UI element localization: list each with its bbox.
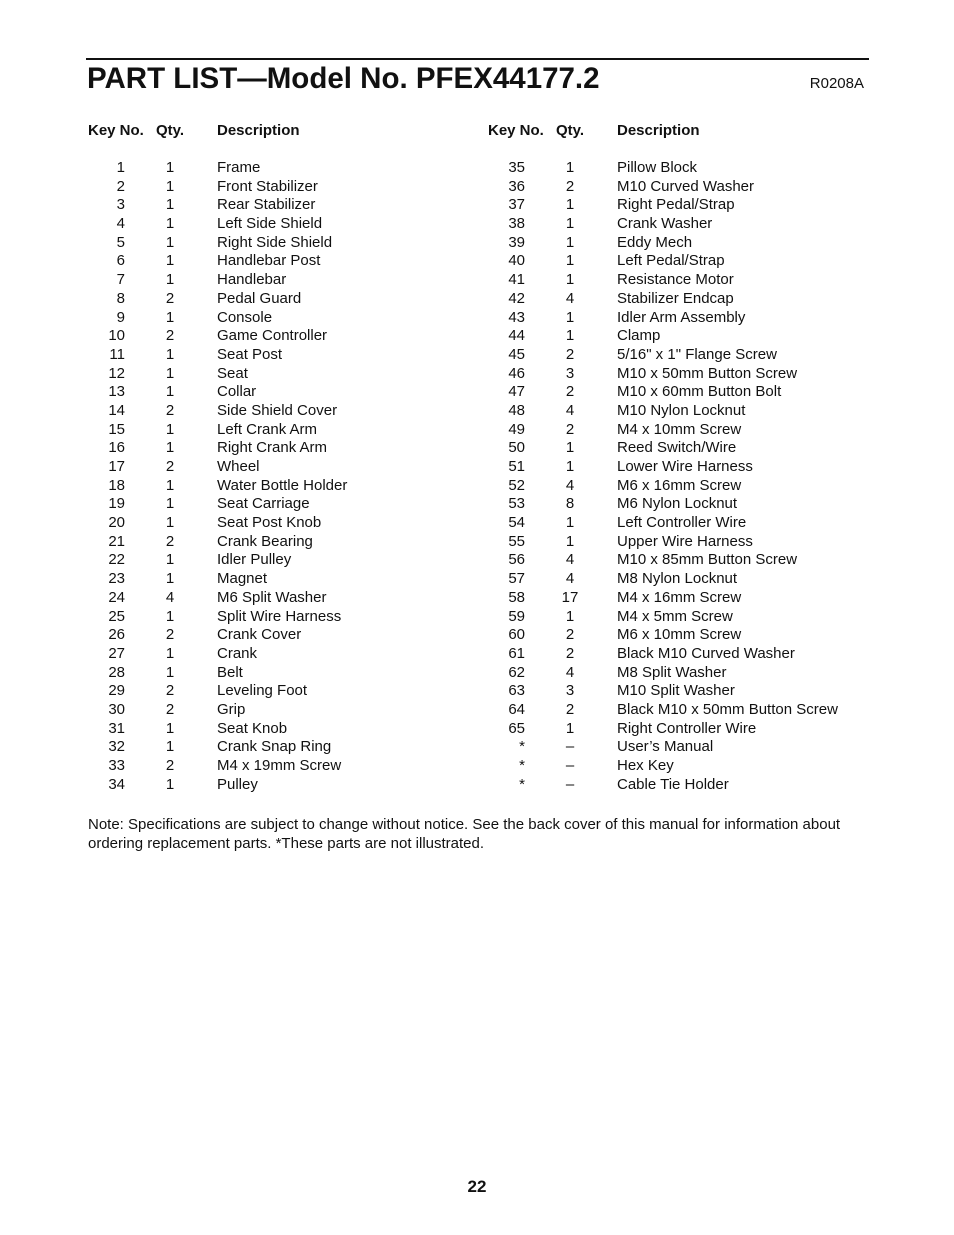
parts-column-left — [80, 121, 460, 794]
table-row — [480, 720, 860, 739]
description: Frame — [217, 159, 261, 176]
key-number: 48 — [508, 401, 525, 419]
table-row — [480, 738, 860, 757]
quantity: 1 — [165, 308, 175, 326]
quantity: 2 — [565, 383, 575, 401]
table-row — [480, 645, 860, 664]
quantity: 2 — [565, 644, 575, 662]
key-number: 51 — [508, 458, 525, 475]
description: Leveling Foot — [217, 682, 308, 700]
table-row — [480, 757, 860, 776]
key-number: 46 — [508, 364, 525, 382]
quantity: 2 — [565, 420, 575, 438]
description: M6 Nylon Locknut — [617, 495, 738, 513]
key-number: 22 — [108, 551, 125, 569]
quantity: 4 — [565, 476, 575, 494]
quantity: 1 — [165, 551, 175, 569]
key-number: 12 — [108, 364, 125, 382]
table-row — [480, 365, 860, 384]
quantity: 2 — [565, 626, 575, 644]
table-row — [480, 776, 860, 795]
key-number: 27 — [108, 644, 125, 662]
column-headers — [480, 121, 860, 141]
table-row — [80, 365, 460, 384]
table-row — [480, 271, 860, 290]
description: Crank Washer — [617, 215, 713, 233]
table-row — [480, 664, 860, 683]
key-number: 18 — [108, 476, 125, 494]
quantity: 1 — [565, 458, 575, 475]
quantity: 8 — [565, 495, 575, 513]
key-number: 61 — [508, 644, 525, 662]
key-number: 59 — [508, 607, 525, 625]
table-row — [480, 551, 860, 570]
table-row — [80, 570, 460, 589]
description: Left Crank Arm — [217, 420, 318, 438]
quantity: 2 — [165, 532, 175, 550]
quantity: 1 — [165, 663, 175, 681]
description: M10 Split Washer — [617, 682, 735, 700]
quantity: 1 — [165, 495, 175, 513]
key-number: 42 — [508, 289, 525, 307]
quantity: 1 — [165, 383, 175, 401]
quantity: 4 — [565, 551, 575, 569]
key-number: 49 — [508, 420, 525, 438]
description: Seat Knob — [217, 719, 288, 737]
key-number: 39 — [508, 233, 525, 251]
table-row — [80, 178, 460, 197]
quantity: 1 — [165, 159, 175, 176]
quantity: 4 — [565, 663, 575, 681]
key-number: 47 — [508, 383, 525, 401]
key-number: 25 — [108, 607, 125, 625]
table-row — [80, 720, 460, 739]
quantity: 3 — [565, 682, 575, 700]
description: Crank — [217, 644, 258, 662]
description: Right Controller Wire — [617, 719, 757, 737]
header-qty: Qty. — [556, 122, 585, 139]
description: Pillow Block — [617, 159, 698, 176]
key-number: 32 — [108, 738, 125, 756]
key-number: * — [519, 775, 525, 793]
description: Hex Key — [617, 757, 674, 774]
key-number: 24 — [108, 588, 125, 606]
footnote: Note: Specifications are subject to change without notice. See the back cover of this manual for information about ordering replacement parts. *These parts are not illustrated. — [88, 816, 841, 852]
table-row — [480, 421, 860, 440]
quantity: 2 — [565, 345, 575, 363]
key-number: 3 — [116, 196, 125, 214]
description: M10 x 60mm Button Bolt — [617, 383, 782, 401]
quantity: 3 — [565, 364, 575, 382]
key-number: 6 — [116, 252, 125, 270]
key-number: 8 — [116, 289, 125, 307]
table-row — [480, 458, 860, 477]
quantity: 1 — [565, 439, 575, 457]
key-number: 40 — [508, 252, 525, 270]
table-row — [80, 402, 460, 421]
header-key-no: Key No. — [88, 122, 144, 139]
table-row — [80, 514, 460, 533]
quantity: – — [565, 738, 575, 756]
table-row — [80, 458, 460, 477]
description: Eddy Mech — [617, 233, 693, 251]
table-row — [480, 682, 860, 701]
table-row — [80, 551, 460, 570]
table-row — [480, 402, 860, 421]
quantity: 1 — [165, 439, 175, 457]
page-title: PART LIST—Model No. PFEX44177.2 — [87, 62, 600, 95]
header-description: Description — [217, 122, 300, 139]
quantity: 2 — [565, 700, 575, 718]
quantity: 1 — [565, 607, 575, 625]
description: Crank Cover — [217, 626, 302, 644]
table-row — [80, 757, 460, 776]
table-row — [480, 178, 860, 197]
description: Collar — [217, 383, 257, 401]
quantity: 17 — [561, 588, 579, 606]
quantity: 4 — [165, 588, 175, 606]
column-headers — [80, 121, 460, 141]
quantity: 4 — [565, 570, 575, 588]
description: Black M10 Curved Washer — [617, 644, 795, 662]
key-number: 57 — [508, 570, 525, 588]
quantity: – — [565, 775, 575, 793]
description: M10 Nylon Locknut — [617, 401, 746, 419]
quantity: 2 — [565, 177, 575, 195]
key-number: 55 — [508, 532, 525, 550]
quantity: 1 — [165, 196, 175, 214]
quantity: 1 — [165, 177, 175, 195]
table-row — [480, 290, 860, 309]
description: Handlebar Post — [217, 252, 321, 270]
table-row — [480, 252, 860, 271]
key-number: 30 — [108, 700, 125, 718]
key-number: 53 — [508, 495, 525, 513]
quantity: 1 — [165, 476, 175, 494]
table-row — [480, 570, 860, 589]
quantity: 1 — [165, 233, 175, 251]
quantity: 2 — [165, 401, 175, 419]
description: Cable Tie Holder — [617, 775, 729, 793]
key-number: 26 — [108, 626, 125, 644]
description: Right Pedal/Strap — [617, 196, 735, 214]
quantity: 1 — [165, 719, 175, 737]
description: User’s Manual — [617, 738, 714, 756]
key-number: 5 — [116, 233, 125, 251]
quantity: 4 — [565, 289, 575, 307]
description: Seat — [217, 364, 248, 382]
key-number: 19 — [108, 495, 125, 513]
table-row — [80, 215, 460, 234]
description: Console — [217, 308, 273, 326]
description: M6 Split Washer — [217, 588, 327, 606]
quantity: 1 — [165, 420, 175, 438]
key-number: 56 — [508, 551, 525, 569]
table-row — [80, 626, 460, 645]
table-row — [80, 776, 460, 795]
description: Black M10 x 50mm Button Screw — [617, 700, 838, 718]
table-row — [80, 682, 460, 701]
table-row — [480, 514, 860, 533]
parts-rows-right — [480, 159, 860, 794]
description: M4 x 19mm Screw — [217, 757, 342, 774]
description: Water Bottle Holder — [217, 476, 348, 494]
table-row — [480, 309, 860, 328]
description: M10 x 85mm Button Screw — [617, 551, 798, 569]
quantity: 1 — [565, 327, 575, 345]
description: M4 x 5mm Screw — [617, 607, 733, 625]
table-row — [80, 439, 460, 458]
description: Left Controller Wire — [617, 514, 747, 532]
table-row — [480, 589, 860, 608]
table-row — [480, 159, 860, 178]
header-qty: Qty. — [156, 122, 185, 139]
description: Game Controller — [217, 327, 328, 345]
key-number: 62 — [508, 663, 525, 681]
quantity: 1 — [565, 719, 575, 737]
quantity: 1 — [165, 252, 175, 270]
parts-column-right — [480, 121, 860, 794]
key-number: 64 — [508, 700, 525, 718]
quantity: 1 — [165, 738, 175, 756]
key-number: 13 — [108, 383, 125, 401]
table-row — [80, 234, 460, 253]
key-number: 34 — [108, 775, 125, 793]
quantity: – — [565, 757, 575, 774]
quantity: 2 — [165, 626, 175, 644]
description: Left Side Shield — [217, 215, 323, 233]
description: Front Stabilizer — [217, 177, 318, 195]
quantity: 2 — [165, 327, 175, 345]
quantity: 1 — [165, 345, 175, 363]
key-number: 31 — [108, 719, 125, 737]
quantity: 1 — [565, 514, 575, 532]
key-number: 43 — [508, 308, 525, 326]
table-row — [480, 626, 860, 645]
description: M10 Curved Washer — [617, 177, 754, 195]
table-row — [480, 533, 860, 552]
description: Stabilizer Endcap — [617, 289, 734, 307]
key-number: 63 — [508, 682, 525, 700]
key-number: 54 — [508, 514, 525, 532]
key-number: 2 — [116, 177, 125, 195]
key-number: 36 — [508, 177, 525, 195]
table-row — [80, 421, 460, 440]
quantity: 1 — [165, 514, 175, 532]
key-number: 16 — [108, 439, 125, 457]
key-number: 38 — [508, 215, 525, 233]
description: Crank Snap Ring — [217, 738, 332, 756]
key-number: 28 — [108, 663, 125, 681]
description: Handlebar — [217, 271, 287, 289]
table-row — [80, 271, 460, 290]
description: Wheel — [217, 458, 260, 475]
description: M6 x 10mm Screw — [617, 626, 742, 644]
key-number: 15 — [108, 420, 125, 438]
quantity: 1 — [165, 607, 175, 625]
quantity: 1 — [565, 233, 575, 251]
description: Reed Switch/Wire — [617, 439, 737, 457]
description: M6 x 16mm Screw — [617, 476, 742, 494]
table-row — [80, 495, 460, 514]
key-number: 60 — [508, 626, 525, 644]
description: Left Pedal/Strap — [617, 252, 725, 270]
quantity: 1 — [565, 196, 575, 214]
description: M4 x 10mm Screw — [617, 420, 742, 438]
key-number: 14 — [108, 401, 125, 419]
description: M4 x 16mm Screw — [617, 588, 742, 606]
description: Crank Bearing — [217, 532, 313, 550]
quantity: 2 — [165, 458, 175, 475]
table-row — [80, 159, 460, 178]
table-row — [480, 383, 860, 402]
description: Lower Wire Harness — [617, 458, 753, 475]
page-number: 22 — [467, 1177, 487, 1196]
key-number: 29 — [108, 682, 125, 700]
key-number: 44 — [508, 327, 525, 345]
description: Magnet — [217, 570, 268, 588]
quantity: 1 — [565, 271, 575, 289]
quantity: 1 — [565, 252, 575, 270]
table-row — [480, 608, 860, 627]
quantity: 1 — [565, 159, 575, 176]
document-code: R0208A — [809, 75, 864, 92]
description: Belt — [217, 663, 243, 681]
key-number: 65 — [508, 719, 525, 737]
description: Right Side Shield — [217, 233, 333, 251]
key-number: * — [519, 757, 525, 774]
table-row — [480, 234, 860, 253]
parts-rows-left — [80, 159, 460, 794]
key-number: 58 — [508, 588, 525, 606]
table-row — [80, 196, 460, 215]
key-number: 11 — [109, 345, 125, 363]
key-number: 20 — [108, 514, 125, 532]
key-number: 35 — [508, 159, 525, 176]
key-number: 41 — [508, 271, 525, 289]
table-row — [80, 533, 460, 552]
table-row — [80, 290, 460, 309]
description: Split Wire Harness — [217, 607, 342, 625]
description: Side Shield Cover — [217, 401, 338, 419]
description: Pulley — [217, 775, 258, 793]
quantity: 1 — [165, 271, 175, 289]
header-description: Description — [617, 122, 700, 139]
description: Idler Arm Assembly — [617, 308, 746, 326]
key-number: 10 — [108, 327, 125, 345]
key-number: 1 — [116, 159, 125, 176]
table-row — [80, 645, 460, 664]
description: 5/16" x 1" Flange Screw — [617, 345, 777, 363]
table-row — [480, 196, 860, 215]
quantity: 1 — [165, 644, 175, 662]
key-number: * — [519, 738, 525, 756]
table-row — [480, 215, 860, 234]
quantity: 1 — [165, 215, 175, 233]
table-row — [80, 383, 460, 402]
table-row — [80, 346, 460, 365]
key-number: 52 — [508, 476, 525, 494]
quantity: 1 — [165, 364, 175, 382]
quantity: 2 — [165, 682, 175, 700]
description: Idler Pulley — [217, 551, 292, 569]
table-row — [480, 346, 860, 365]
quantity: 1 — [165, 570, 175, 588]
key-number: 17 — [108, 458, 125, 475]
quantity: 1 — [565, 308, 575, 326]
table-row — [80, 589, 460, 608]
description: Upper Wire Harness — [617, 532, 753, 550]
table-row — [480, 327, 860, 346]
key-number: 4 — [116, 215, 125, 233]
description: Right Crank Arm — [217, 439, 328, 457]
description: M8 Nylon Locknut — [617, 570, 738, 588]
key-number: 7 — [116, 271, 125, 289]
key-number: 50 — [508, 439, 525, 457]
table-row — [80, 608, 460, 627]
table-row — [80, 664, 460, 683]
table-row — [480, 701, 860, 720]
description: M10 x 50mm Button Screw — [617, 364, 798, 382]
table-row — [480, 495, 860, 514]
quantity: 4 — [565, 401, 575, 419]
quantity: 2 — [165, 289, 175, 307]
description: Resistance Motor — [617, 271, 734, 289]
description: Rear Stabilizer — [217, 196, 316, 214]
header-key-no: Key No. — [488, 122, 544, 139]
quantity: 1 — [165, 775, 175, 793]
description: Seat Post — [217, 345, 283, 363]
table-row — [80, 252, 460, 271]
description: Seat Carriage — [217, 495, 310, 513]
key-number: 37 — [508, 196, 525, 214]
quantity: 2 — [165, 700, 175, 718]
table-row — [80, 701, 460, 720]
key-number: 21 — [108, 532, 125, 550]
description: Grip — [217, 700, 246, 718]
description: Pedal Guard — [217, 289, 302, 307]
table-row — [80, 327, 460, 346]
quantity: 1 — [565, 215, 575, 233]
table-row — [80, 738, 460, 757]
table-row — [480, 477, 860, 496]
quantity: 2 — [165, 757, 175, 774]
key-number: 9 — [116, 308, 125, 326]
table-row — [80, 309, 460, 328]
key-number: 23 — [108, 570, 125, 588]
key-number: 45 — [508, 345, 525, 363]
description: Seat Post Knob — [217, 514, 322, 532]
key-number: 33 — [108, 757, 125, 774]
quantity: 1 — [565, 532, 575, 550]
description: M8 Split Washer — [617, 663, 727, 681]
table-row — [480, 439, 860, 458]
table-row — [80, 477, 460, 496]
description: Clamp — [617, 327, 661, 345]
